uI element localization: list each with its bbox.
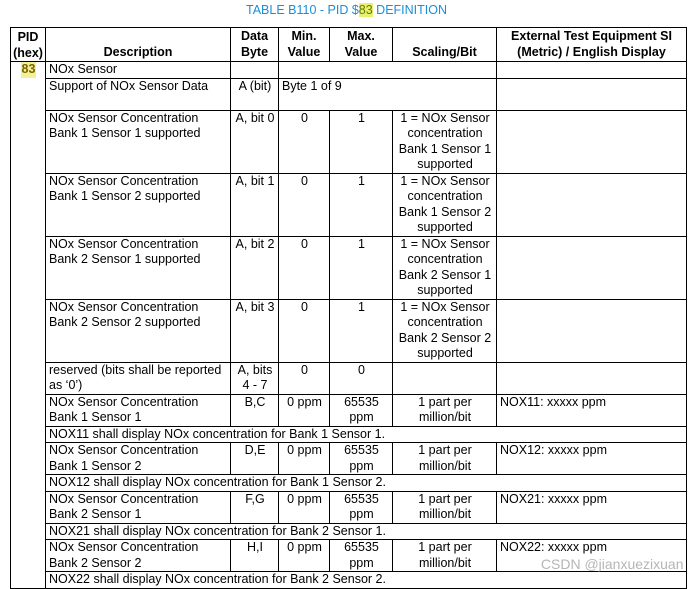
note-cell: NOX12 shall display NOx concentration for Bank 1 Sensor 2. <box>46 475 687 492</box>
table-row <box>11 426 687 443</box>
title-pid: 83 <box>358 3 373 17</box>
external-cell: NOX12: xxxxx ppm <box>497 443 687 475</box>
title-suffix: DEFINITION <box>372 3 447 17</box>
external-cell: NOX21: xxxxx ppm <box>497 491 687 523</box>
title-prefix: TABLE B110 - PID $ <box>246 3 359 17</box>
description-cell: NOx Sensor Concentration Bank 2 Sensor 2 supported <box>46 299 231 362</box>
description-cell: Support of NOx Sensor Data <box>46 78 231 110</box>
external-cell <box>497 110 687 173</box>
data-byte-cell: A, bit 2 <box>231 236 279 299</box>
header-external: External Test Equipment SI (Metric) / English Display <box>497 28 687 62</box>
pid-value: 83 <box>21 62 36 76</box>
max-cell: 65535 ppm <box>330 491 393 523</box>
data-byte-cell: B,C <box>231 394 279 426</box>
pid-definition-table <box>10 27 687 589</box>
header-scaling: Scaling/Bit <box>393 28 497 62</box>
min-cell: 0 <box>279 173 330 236</box>
table-row <box>11 394 687 426</box>
min-cell: 0 ppm <box>279 491 330 523</box>
table-row <box>11 443 687 475</box>
scaling-cell: 1 part per million/bit <box>393 394 497 426</box>
max-cell: 1 <box>330 299 393 362</box>
description-cell: reserved (bits shall be reported as ‘0’) <box>46 362 231 394</box>
table-row <box>11 236 687 299</box>
data-byte-cell: A, bit 3 <box>231 299 279 362</box>
description-cell: NOx Sensor Concentration Bank 1 Sensor 1 <box>46 394 231 426</box>
data-byte-cell: A, bit 0 <box>231 110 279 173</box>
external-cell: NOX22: xxxxx ppm <box>497 540 687 572</box>
header-data-byte: Data Byte <box>231 28 279 62</box>
data-byte-cell: H,I <box>231 540 279 572</box>
description-cell: NOx Sensor Concentration Bank 1 Sensor 2 <box>46 443 231 475</box>
table-row <box>11 110 687 173</box>
max-cell: 65535 ppm <box>330 394 393 426</box>
external-cell: NOX11: xxxxx ppm <box>497 394 687 426</box>
range-cell: Byte 1 of 9 <box>279 78 497 110</box>
external-cell <box>497 62 687 79</box>
external-cell <box>497 173 687 236</box>
max-cell: 1 <box>330 110 393 173</box>
table-row <box>11 491 687 523</box>
max-cell: 1 <box>330 236 393 299</box>
table-row <box>11 572 687 589</box>
table-row <box>11 173 687 236</box>
data-byte-cell: A (bit) <box>231 78 279 110</box>
group-description: NOx Sensor <box>46 62 231 79</box>
table-row <box>11 362 687 394</box>
min-cell: 0 <box>279 236 330 299</box>
scaling-cell: 1 part per million/bit <box>393 540 497 572</box>
max-cell: 65535 ppm <box>330 540 393 572</box>
external-cell <box>497 236 687 299</box>
min-cell: 0 <box>279 362 330 394</box>
table-row <box>11 475 687 492</box>
description-cell: NOx Sensor Concentration Bank 1 Sensor 2 supported <box>46 173 231 236</box>
external-cell <box>497 299 687 362</box>
scaling-cell: 1 part per million/bit <box>393 443 497 475</box>
description-cell: NOx Sensor Concentration Bank 2 Sensor 1 <box>46 491 231 523</box>
description-cell: NOx Sensor Concentration Bank 1 Sensor 1 supported <box>46 110 231 173</box>
header-pid: PID (hex) <box>11 28 46 62</box>
header-row <box>11 28 687 62</box>
max-cell: 1 <box>330 173 393 236</box>
table-title <box>0 3 693 17</box>
table-row <box>11 62 687 79</box>
table-row <box>11 299 687 362</box>
scaling-cell: 1 = NOx Sensor concentration Bank 1 Sensor 2 supported <box>393 173 497 236</box>
pid-cell <box>11 62 46 589</box>
min-cell: 0 ppm <box>279 540 330 572</box>
scaling-cell: 1 = NOx Sensor concentration Bank 2 Sensor 2 supported <box>393 299 497 362</box>
header-min: Min. Value <box>279 28 330 62</box>
table-row <box>11 523 687 540</box>
min-cell: 0 ppm <box>279 443 330 475</box>
data-byte-cell <box>231 62 279 79</box>
scaling-cell: 1 part per million/bit <box>393 491 497 523</box>
min-cell: 0 <box>279 110 330 173</box>
min-cell: 0 <box>279 299 330 362</box>
external-cell <box>497 362 687 394</box>
external-cell <box>497 78 687 110</box>
watermark: CSDN @jianxuezixuan <box>540 556 684 572</box>
data-byte-cell: A, bits 4 - 7 <box>231 362 279 394</box>
scaling-cell: 1 = NOx Sensor concentration Bank 1 Sensor 1 supported <box>393 110 497 173</box>
min-cell: 0 ppm <box>279 394 330 426</box>
max-cell: 65535 ppm <box>330 443 393 475</box>
header-description: Description <box>46 28 231 62</box>
data-byte-cell: A, bit 1 <box>231 173 279 236</box>
scaling-cell: 1 = NOx Sensor concentration Bank 2 Sensor 1 supported <box>393 236 497 299</box>
data-byte-cell: D,E <box>231 443 279 475</box>
note-cell: NOX21 shall display NOx concentration for Bank 2 Sensor 1. <box>46 523 687 540</box>
note-cell: NOX11 shall display NOx concentration for Bank 1 Sensor 1. <box>46 426 687 443</box>
header-max: Max. Value <box>330 28 393 62</box>
table-row <box>11 78 687 110</box>
max-cell: 0 <box>330 362 393 394</box>
range-cell <box>279 62 497 79</box>
description-cell: NOx Sensor Concentration Bank 2 Sensor 2 <box>46 540 231 572</box>
scaling-cell <box>393 362 497 394</box>
note-cell: NOX22 shall display NOx concentration for Bank 2 Sensor 2. <box>46 572 687 589</box>
description-cell: NOx Sensor Concentration Bank 2 Sensor 1 supported <box>46 236 231 299</box>
data-byte-cell: F,G <box>231 491 279 523</box>
